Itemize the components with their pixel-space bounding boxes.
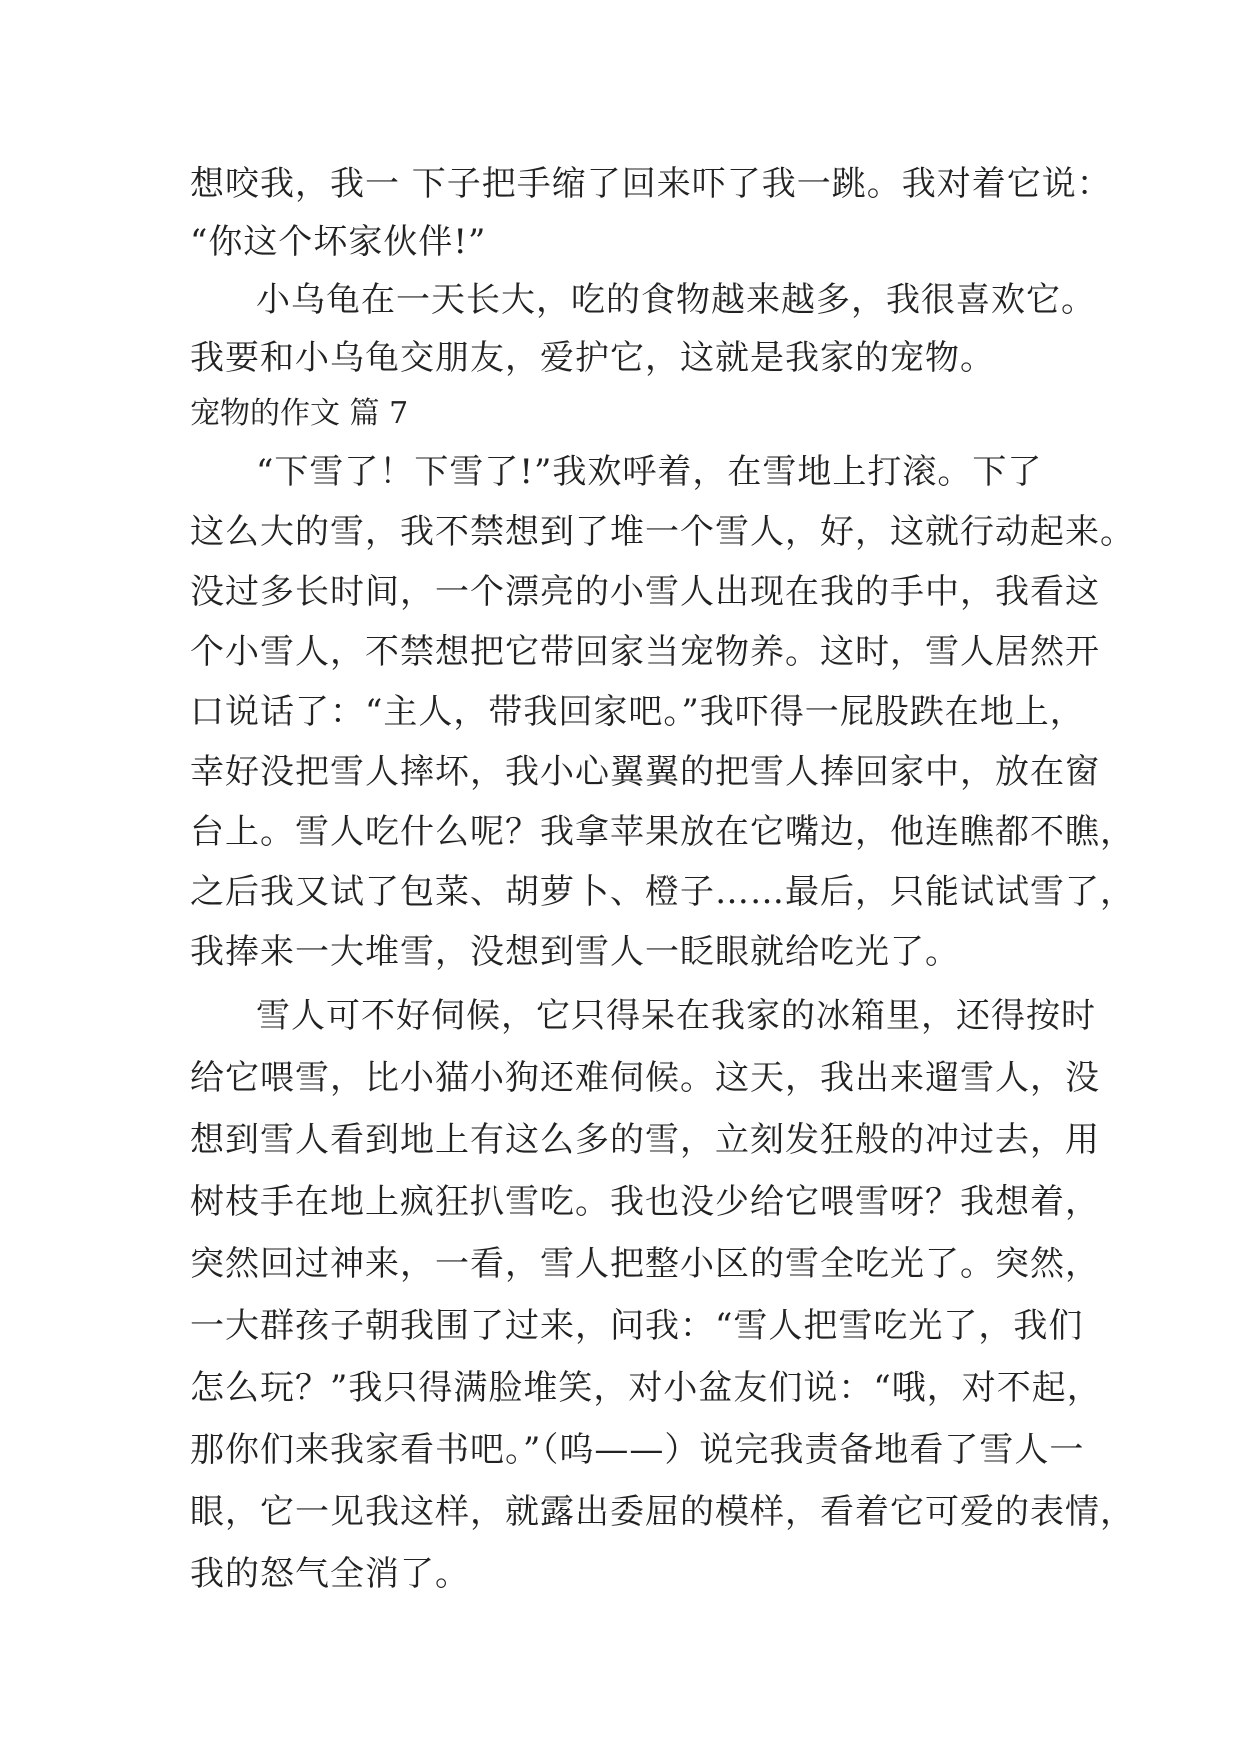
paragraph-line: 给它喂雪，比小猫小狗还难伺候。这天，我出来遛雪人，没: [190, 1058, 1100, 1098]
paragraph-line: 想到雪人看到地上有这么多的雪，立刻发狂般的冲过去，用: [190, 1120, 1100, 1160]
paragraph-line: 突然回过神来，一看，雪人把整小区的雪全吃光了。突然，: [190, 1244, 1100, 1284]
document-page: [190, 0, 1135, 1754]
paragraph-line: 口说话了：“主人，带我回家吧。”我吓得一屁股跌在地上，: [190, 692, 1085, 732]
paragraph-line: 想咬我，我一 下子把手缩了回来吓了我一跳。我对着它说：: [190, 164, 1112, 204]
paragraph-line: “下雪了！下雪了!”我欢呼着，在雪地上打滚。下了: [256, 452, 1043, 492]
paragraph-line: 台上。雪人吃什么呢？我拿苹果放在它嘴边，他连瞧都不瞧，: [190, 812, 1135, 852]
paragraph-line: 眼，它一见我这样，就露出委屈的模样，看着它可爱的表情，: [190, 1492, 1135, 1532]
paragraph-line: 小乌龟在一天长大，吃的食物越来越多，我很喜欢它。: [256, 280, 1096, 320]
section-heading: 宠物的作文 篇 7: [190, 396, 409, 431]
paragraph-line: 怎么玩？”我只得满脸堆笑，对小盆友们说：“哦，对不起，: [190, 1368, 1102, 1408]
paragraph-line: 没过多长时间，一个漂亮的小雪人出现在我的手中，我看这: [190, 572, 1100, 612]
paragraph-line: 一大群孩子朝我围了过来，问我：“雪人把雪吃光了，我们: [190, 1306, 1084, 1346]
paragraph-line: 我要和小乌龟交朋友，爱护它，这就是我家的宠物。: [190, 338, 995, 378]
paragraph-line: 那你们来我家看书吧。”（呜——）说完我责备地看了雪人一: [190, 1430, 1085, 1470]
paragraph-line: 我捧来一大堆雪，没想到雪人一眨眼就给吃光了。: [190, 932, 960, 972]
paragraph-line: 我的怒气全消了。: [190, 1554, 470, 1594]
paragraph-line: “你这个坏家伙伴!”: [190, 222, 487, 262]
paragraph-line: 这么大的雪，我不禁想到了堆一个雪人，好，这就行动起来。: [190, 512, 1135, 552]
paragraph-line: 个小雪人，不禁想把它带回家当宠物养。这时，雪人居然开: [190, 632, 1100, 672]
paragraph-line: 雪人可不好伺候，它只得呆在我家的冰箱里，还得按时: [256, 996, 1096, 1036]
paragraph-line: 幸好没把雪人摔坏，我小心翼翼的把雪人捧回家中，放在窗: [190, 752, 1100, 792]
paragraph-line: 树枝手在地上疯狂扒雪吃。我也没少给它喂雪呀？我想着，: [190, 1182, 1100, 1222]
paragraph-line: 之后我又试了包菜、胡萝卜、橙子……最后，只能试试雪了，: [190, 872, 1135, 912]
